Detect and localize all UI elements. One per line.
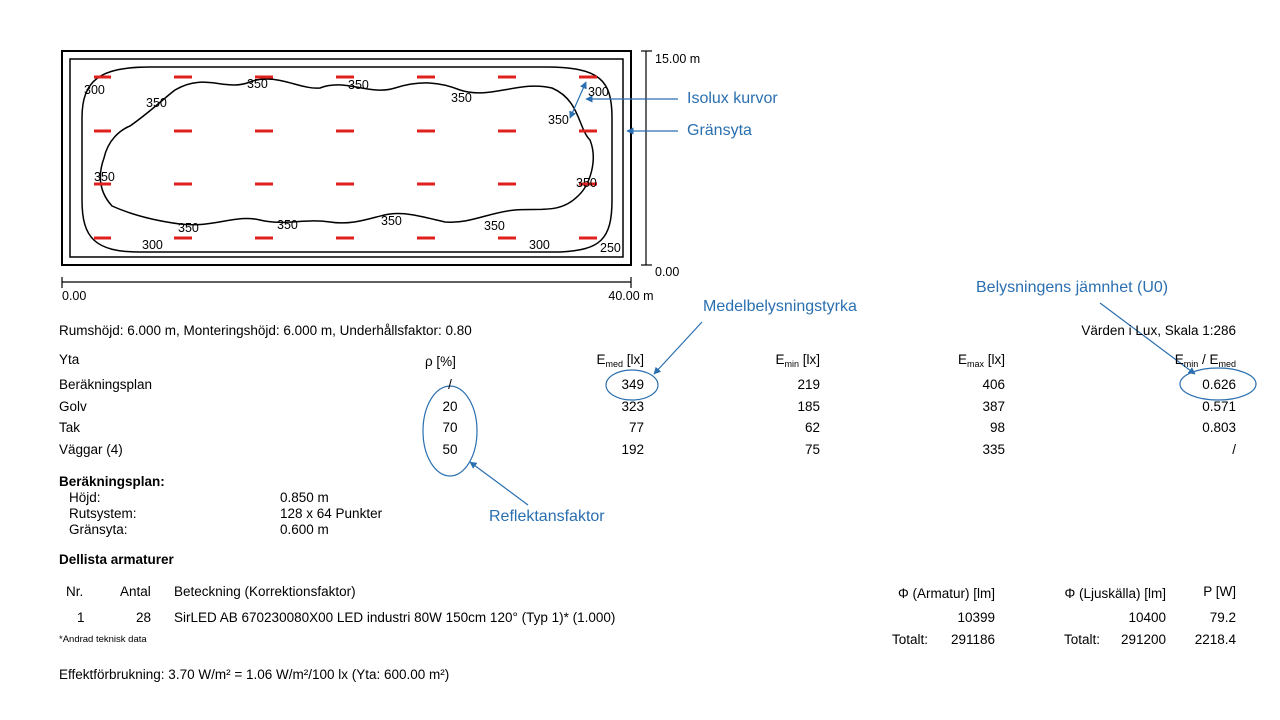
lum-row-nr: 1 bbox=[77, 610, 85, 625]
footnote: *Andrad teknisk data bbox=[59, 634, 147, 645]
power-consumption: Effektförbrukning: 3.70 W/m² = 1.06 W/m²/100 lx (Yta: 600.00 m²) bbox=[59, 667, 450, 682]
table-row-rho: / bbox=[448, 377, 452, 392]
table-row-u: 0.571 bbox=[1202, 399, 1236, 414]
lum-row-count: 28 bbox=[136, 610, 152, 625]
table-row-emax: 387 bbox=[982, 399, 1005, 414]
total-lum: 291186 bbox=[950, 632, 995, 647]
isolux-label: 350 bbox=[548, 113, 569, 127]
isolux-label: 250 bbox=[600, 241, 621, 255]
lum-header-desc: Beteckning (Korrektionsfaktor) bbox=[174, 584, 356, 599]
isolux-label: 300 bbox=[529, 238, 550, 252]
table-row-name: Beräkningsplan bbox=[59, 377, 153, 392]
table-row-rho: 20 bbox=[442, 399, 458, 414]
lum-row-phi-lum: 10399 bbox=[957, 610, 995, 625]
col-header-uniformity: $E_{min} / E_{med}$ bbox=[1174, 352, 1236, 369]
calc-plane-label: Höjd: bbox=[69, 490, 101, 505]
lum-row-phi-src: 10400 bbox=[1128, 610, 1166, 625]
table-row-u: / bbox=[1232, 442, 1236, 457]
calc-plane-value: 0.850 m bbox=[280, 490, 329, 505]
lum-header-count: Antal bbox=[120, 584, 151, 599]
table-row-emed: 192 bbox=[621, 442, 644, 457]
dim-y-top: 15.00 m bbox=[655, 52, 700, 66]
isolux-label: 350 bbox=[146, 96, 167, 110]
annotation-isolux: Isolux kurvor bbox=[687, 90, 778, 107]
annotation-mean: Medelbelysningstyrka bbox=[703, 298, 857, 315]
calc-plane-title: Beräkningsplan: bbox=[59, 474, 165, 489]
table-row-emed: 349 bbox=[621, 377, 644, 392]
table-row-emed: 77 bbox=[628, 420, 644, 435]
col-header-emin: $E_{min}$ [lx] bbox=[775, 352, 820, 369]
isolux-label: 300 bbox=[84, 83, 105, 97]
arrow-mean bbox=[654, 322, 702, 374]
table-row-u: 0.803 bbox=[1202, 420, 1236, 435]
isolux-label: 300 bbox=[142, 238, 163, 252]
isolux-label: 350 bbox=[484, 219, 505, 233]
col-header-emax: $E_{max}$ [lx] bbox=[957, 352, 1005, 369]
isolux-label: 350 bbox=[277, 218, 298, 232]
table-row-emin: 62 bbox=[804, 420, 820, 435]
isolux-label: 350 bbox=[451, 91, 472, 105]
dim-y-bottom: 0.00 bbox=[655, 265, 680, 279]
isolux-label: 350 bbox=[178, 221, 199, 235]
total-label-lum: Totalt: bbox=[892, 632, 929, 647]
total-src: 291200 bbox=[1120, 632, 1166, 647]
dim-x-left: 0.00 bbox=[62, 289, 87, 303]
calc-plane-value: 0.600 m bbox=[280, 522, 329, 537]
lum-header-phi-lum: Φ (Armatur) [lm] bbox=[897, 586, 995, 601]
table-row-emin: 185 bbox=[797, 399, 820, 414]
lum-row-desc: SirLED AB 670230080X00 LED industri 80W 150cm 120° (Typ 1)* (1.000) bbox=[174, 610, 616, 625]
arrow-isolux-b bbox=[570, 82, 586, 118]
col-header-rho: ρ [%] bbox=[425, 354, 456, 369]
isolux-label: 350 bbox=[381, 214, 402, 228]
info-left: Rumshöjd: 6.000 m, Monteringshöjd: 6.000 m, Underhållsfaktor: 0.80 bbox=[59, 323, 472, 338]
table-row-emax: 98 bbox=[989, 420, 1005, 435]
lum-header-phi-src: Φ (Ljuskälla) [lm] bbox=[1064, 586, 1166, 601]
isolux-label: 350 bbox=[576, 176, 597, 190]
arrow-reflectance bbox=[470, 462, 528, 505]
table-row-name: Golv bbox=[59, 399, 87, 414]
table-row-name: Tak bbox=[59, 420, 81, 435]
table-row-rho: 70 bbox=[442, 420, 458, 435]
total-label-src: Totalt: bbox=[1064, 632, 1101, 647]
table-row-emax: 406 bbox=[982, 377, 1005, 392]
dim-x-right: 40.00 m bbox=[608, 289, 654, 303]
annotation-boundary: Gränsyta bbox=[687, 122, 752, 139]
table-row-emax: 335 bbox=[982, 442, 1005, 457]
info-right: Värden i Lux, Skala 1:286 bbox=[1081, 323, 1236, 338]
annotation-uniformity: Belysningens jämnhet (U0) bbox=[976, 279, 1169, 296]
table-row-u: 0.626 bbox=[1202, 377, 1236, 392]
isolux-label: 300 bbox=[588, 85, 609, 99]
col-header-emed: $E_{med}$ [lx] bbox=[596, 352, 644, 369]
table-row-emin: 219 bbox=[797, 377, 820, 392]
isolux-label: 350 bbox=[348, 78, 369, 92]
isolux-label: 350 bbox=[94, 170, 115, 184]
table-row-rho: 50 bbox=[442, 442, 458, 457]
lum-row-power: 79.2 bbox=[1209, 610, 1236, 625]
table-row-name: Väggar (4) bbox=[59, 442, 123, 457]
annotation-reflectance: Reflektansfaktor bbox=[489, 508, 605, 525]
lum-header-nr: Nr. bbox=[66, 584, 84, 599]
calc-plane-label: Rutsystem: bbox=[69, 506, 137, 521]
table-row-emin: 75 bbox=[804, 442, 820, 457]
luminaire-list-title: Dellista armaturer bbox=[59, 552, 174, 567]
total-power: 2218.4 bbox=[1194, 632, 1236, 647]
isolux-label: 350 bbox=[247, 77, 268, 91]
calc-plane-value: 128 x 64 Punkter bbox=[280, 506, 383, 521]
table-row-emed: 323 bbox=[621, 399, 644, 414]
col-header-surface: Yta bbox=[59, 352, 80, 367]
calc-plane-label: Gränsyta: bbox=[69, 522, 128, 537]
lum-header-power: P [W] bbox=[1203, 584, 1236, 599]
